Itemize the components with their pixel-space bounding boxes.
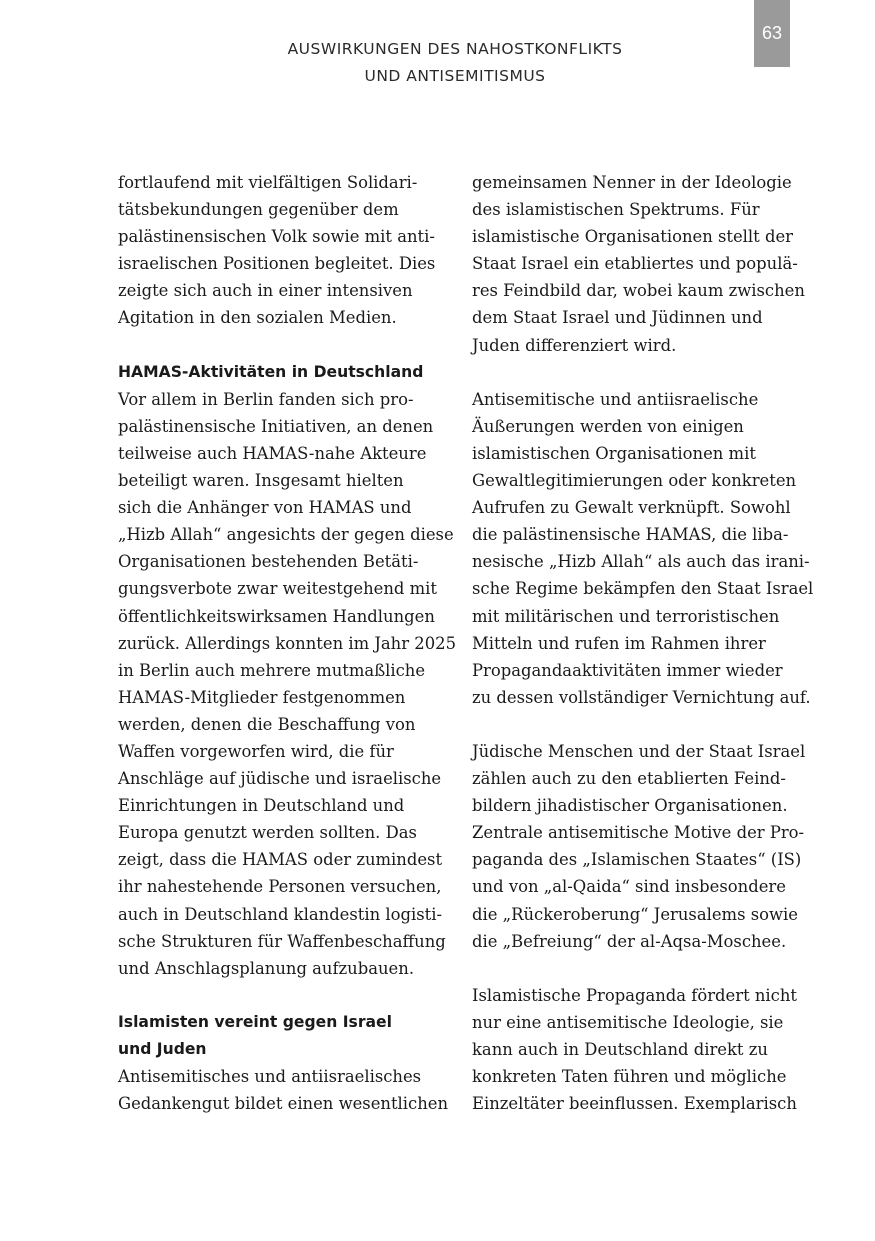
text-line: bildern jihadistischer Organisationen. [472, 796, 788, 816]
text-line: Vor allem in Berlin fanden sich pro- [118, 389, 414, 409]
text-line: islamistische Organisationen stellt der [472, 227, 793, 247]
running-header [0, 36, 875, 90]
text-line: nur eine antisemitische Ideologie, sie [472, 1012, 784, 1032]
text-line: Europa genutzt werden sollten. Das [118, 823, 417, 843]
text-line: dem Staat Israel und Jüdinnen und [472, 308, 763, 328]
text-line: öffentlichkeitswirksamen Handlungen [118, 606, 435, 626]
paragraph-gap [472, 955, 802, 982]
text-line: die „Befreiung“ der al-Aqsa-Moschee. [472, 931, 787, 951]
text-line: konkreten Taten führen und mögliche [472, 1067, 787, 1087]
right-column [472, 169, 814, 1117]
text-line: teilweise auch HAMAS-nahe Akteure [118, 443, 427, 463]
text-line: Juden differenziert wird. [472, 335, 677, 355]
text-line: Gedankengut bildet einen wesentlichen [118, 1094, 449, 1114]
text-line: Einzeltäter beeinflussen. Exemplarisch [472, 1094, 797, 1114]
text-line: Zentrale antisemitische Motive der Pro- [472, 823, 805, 843]
text-line: sche Strukturen für Waffenbeschaffung [118, 931, 446, 951]
text-line: beteiligt waren. Insgesamt hielten [118, 471, 404, 491]
text-line: islamistischen Organisationen mit [472, 443, 756, 463]
left-column [118, 169, 456, 1117]
text-line: und von „al-Qaida“ sind insbesondere [472, 877, 786, 897]
text-line: palästinensische Initiativen, an denen [118, 416, 434, 436]
text-line: Einrichtungen in Deutschland und [118, 796, 405, 816]
text-line: gungsverbote zwar weitestgehend mit [118, 579, 437, 599]
left-paragraph-3 [118, 1063, 450, 1117]
text-line: kann auch in Deutschland direkt zu [472, 1040, 768, 1059]
text-line: Anschläge auf jüdische und israelische [118, 769, 442, 789]
text-line: zeigt, dass die HAMAS oder zumindest [118, 850, 443, 870]
text-line: Aufrufen zu Gewalt verknüpft. Sowohl [472, 498, 791, 518]
text-line: Antisemitische und antiisraelische [472, 389, 759, 409]
text-line: zeigte sich auch in einer intensiven [118, 281, 413, 301]
section-heading-islamisten-line-2: und Juden [118, 1040, 207, 1058]
text-line: sche Regime bekämpfen den Staat Israel [472, 579, 814, 599]
text-line: Mitteln und rufen im Rahmen ihrer [472, 633, 766, 653]
paragraph-gap [118, 982, 450, 1009]
running-header-line-1: AUSWIRKUNGEN DES NAHOSTKONFLIKTS [287, 40, 623, 58]
text-line: und Anschlagsplanung aufzubauen. [118, 958, 415, 978]
text-line: „Hizb Allah“ angesichts der gegen diese [118, 525, 454, 545]
text-line: HAMAS-Mitglieder festgenommen [118, 687, 406, 707]
text-line: sich die Anhänger von HAMAS und [118, 498, 412, 518]
text-line: Äußerungen werden von einigen [472, 416, 744, 436]
paragraph-gap [472, 711, 802, 738]
paragraph-gap [118, 332, 450, 359]
text-line: fortlaufend mit vielfältigen Solidari- [118, 173, 418, 192]
text-line: Jüdische Menschen und der Staat Israel [472, 741, 806, 761]
text-line: gemeinsamen Nenner in der Ideologie [472, 173, 792, 192]
text-line: Islamistische Propaganda fördert nicht [472, 985, 797, 1005]
text-line: paganda des „Islamischen Staates“ (IS) [472, 850, 802, 870]
text-line: Gewaltlegitimierungen oder konkreten [472, 471, 797, 491]
text-line: Agitation in den sozialen Medien. [118, 308, 397, 328]
text-line: Propagandaaktivitäten immer wieder [472, 660, 783, 680]
text-line: zählen auch zu den etablierten Feind- [472, 769, 786, 789]
section-heading-islamisten-line-1: Islamisten vereint gegen Israel [118, 1012, 392, 1031]
paragraph-gap [472, 359, 802, 386]
right-paragraph-2 [472, 386, 814, 711]
section-heading-hamas: HAMAS-Aktivitäten in Deutschland [118, 362, 424, 381]
text-line: Waffen vorgeworfen wird, die für [118, 741, 394, 761]
text-line: res Feindbild dar, wobei kaum zwischen [472, 281, 805, 301]
text-line: werden, denen die Beschaffung von [118, 714, 416, 734]
text-line: Antisemitisches und antiisraelisches [118, 1067, 422, 1087]
text-line: mit militärischen und terroristischen [472, 606, 780, 626]
page-number: 63 [761, 23, 783, 43]
right-paragraph-3 [472, 738, 806, 955]
right-paragraph-4 [472, 982, 802, 1117]
running-header-line-2: UND ANTISEMITISMUS [364, 67, 546, 85]
text-line: zurück. Allerdings konnten im Jahr 2025 [118, 633, 456, 653]
text-line: auch in Deutschland klandestin logisti- [118, 904, 443, 924]
text-line: tätsbekundungen gegenüber dem [118, 200, 399, 220]
text-line: in Berlin auch mehrere mutmaßliche [118, 660, 426, 680]
left-paragraph-1 [118, 169, 450, 332]
text-line: Organisationen bestehenden Betäti- [118, 552, 419, 572]
text-line: israelischen Positionen begleitet. Dies [118, 254, 436, 274]
text-line: zu dessen vollständiger Vernichtung auf. [472, 687, 811, 707]
right-paragraph-1 [472, 169, 805, 359]
text-line: ihr nahestehende Personen versuchen, [118, 877, 442, 897]
text-line: die „Rückeroberung“ Jerusalems sowie [472, 904, 798, 924]
text-line: nesische „Hizb Allah“ als auch das irani- [472, 552, 810, 572]
text-line: palästinensischen Volk sowie mit anti- [118, 227, 435, 247]
text-line: die palästinensische HAMAS, die liba- [472, 525, 789, 545]
left-paragraph-2 [118, 386, 456, 982]
text-line: Staat Israel ein etabliertes und populä- [472, 254, 798, 274]
text-line: des islamistischen Spektrums. Für [472, 200, 760, 220]
